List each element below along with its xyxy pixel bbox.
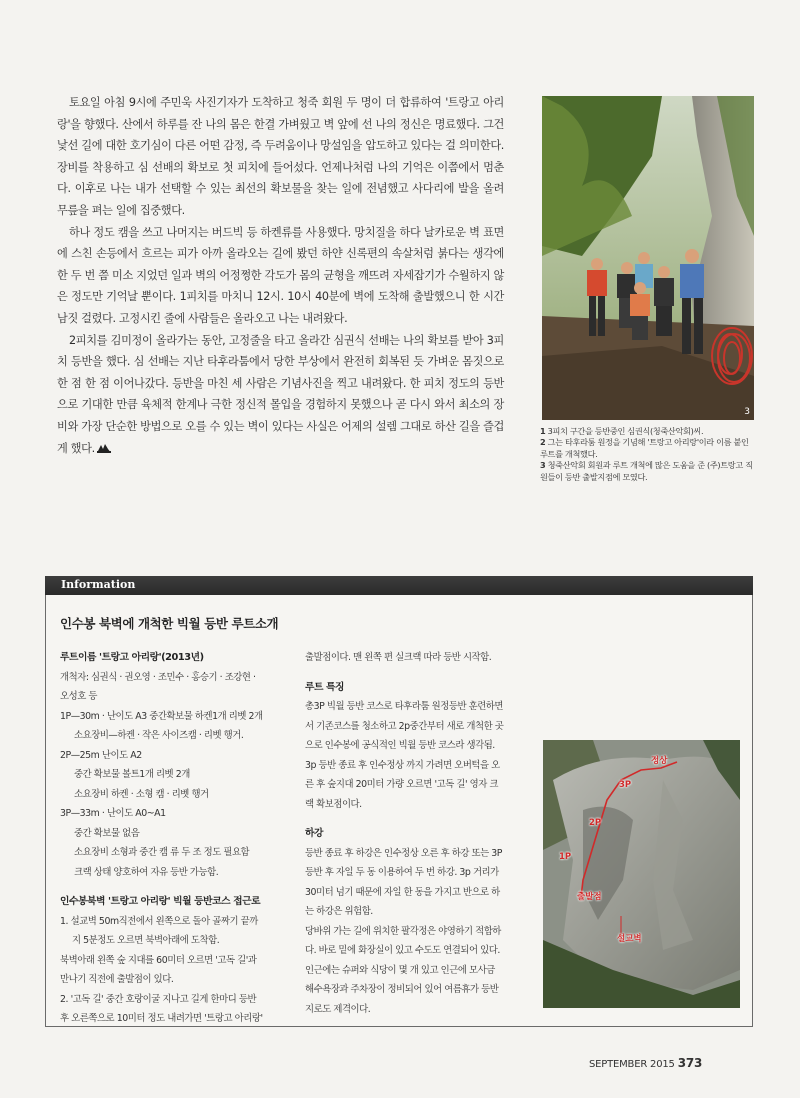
info-line: 1. 설교벽 50m직전에서 왼쪽으로 돌아 골짜기 끝까 [60, 915, 258, 927]
caption-1-text: 3피치 구간을 등반중인 심권식(청죽산악회)씨. [545, 426, 704, 436]
info-line: 오성호 등 [60, 691, 97, 702]
caption-1 [540, 426, 755, 437]
info-line: 당바위 가는 길에 위치한 팔각정은 야영하기 적합하 [305, 925, 501, 937]
route-topo-photo [543, 740, 740, 1008]
info-line: 다. 바로 밑에 화장실이 있고 수도도 연결되어 있다. [305, 945, 500, 956]
article-body [57, 92, 504, 459]
article-paragraph-3-text: 2피치를 김미정이 올라가는 동안, 고정줄을 타고 올라간 심권식 선배는 나의 확보를 받아 3피치 등반을 했다. 심 선배는 지난 타후라툼에서 당한 부상에서 완전히 회복된 듯 가벼운 몸짓으로 한 점 한 점 이어나갔다. 등반을 마친 세 사람은 기념사진을 찍고 내려왔다. 한 피치 정도의 등반으로 기대한 만큼 육체적 한계나 극한 정신적 몰입을 경험하지 못했으나 곧 다시 와서 최소의 장비와 가장 단순한 방법으로 오를 수 있는 벽이 있다는 사실은 어제의 설렘 그대로 하산 길을 즐겁게 했다. [57, 333, 504, 455]
info-line: 개척자: 심권식 · 권오영 · 조민수 · 홍승기 · 조강현 · [60, 671, 256, 683]
info-line: 출발점이다. 맨 왼쪽 편 실크랙 따라 등반 시작함. [305, 652, 492, 663]
article-paragraph-3 [57, 330, 504, 460]
information-column-1 [60, 648, 292, 1029]
info-line: 3P—33m · 난이도 A0~A1 [60, 808, 166, 819]
info-line: 1P—30m · 난이도 A3 중간확보물 하켄1개 리벳 2개 [60, 710, 263, 722]
info-line: 서 기존코스를 청소하고 2p중간부터 새로 개척한 곳 [305, 720, 504, 732]
info-line: 랙 확보점이다. [305, 798, 362, 810]
caption-2-num: 2 [540, 437, 546, 448]
information-bar-background [45, 576, 753, 595]
caption-3-text: 청죽산악회 회원과 루트 개척에 많은 도움을 준 (주)트랑고 직원들이 등반 출발지점에 모였다. [540, 460, 753, 482]
magazine-end-mark-icon [97, 443, 111, 453]
info-line: 북벽아래 왼쪽 숲 지대를 60미터 오르면 '고독 길'과 [60, 954, 257, 966]
caption-3 [540, 460, 755, 483]
spacer [60, 882, 292, 892]
info-line: 지로도 제격이다. [305, 1003, 371, 1015]
information-column-2 [305, 648, 537, 1019]
route-label-2p: 2P [589, 818, 602, 828]
info-line: 소요장비 소형과 중간 캠 류 두 조 정도 필요함 [74, 847, 250, 858]
route-label-1p: 1P [559, 852, 572, 862]
route-label-summit: 정상 [651, 756, 668, 766]
info-line: 해수욕장과 주차장이 정비되어 있어 여름휴가 등반 [305, 984, 499, 995]
info-line: 3p 등반 종료 후 인수정상 까지 가려면 오버턱을 오 [305, 759, 500, 771]
info-line: 으로 인수봉에 공식적인 빅월 등반 코스라 생각됨. [305, 740, 495, 751]
information-title: 인수봉 북벽에 개척한 빅월 등반 루트소개 [60, 616, 279, 631]
spacer [305, 814, 537, 824]
caption-2 [540, 437, 755, 460]
article-paragraph-1: 토요일 아침 9시에 주민욱 사진기자가 도착하고 청죽 회원 두 명이 더 합류하여 '트랑고 아리랑'을 향했다. 산에서 하루를 잔 나의 몸은 한결 가벼웠고 벽 앞에 선 나의 정신은 명료했다. 그건 낯선 길에 대한 호기심이 다른 어떤 감정, 즉 두려움이나 망설임을 압도하고 있다는 걸 의미한다. 장비를 착용하고 심 선배의 확보로 첫 피치에 들어섰다. 언제나처럼 나의 기억은 이쯤에서 멈춘다. 이후로 나는 내가 선택할 수 있는 최선의 확보물을 찾는 일에 전념했고 사다리에 발을 올려 무릎을 펴는 일에 집중했다. [57, 96, 504, 217]
info-line: 총3P 빅월 등반 코스로 타후라툼 원정등반 훈련하면 [305, 701, 504, 712]
info-line: 지 5분정도 오르면 북벽아래에 도착함. [72, 935, 220, 946]
info-line: 등반 종료 후 하강은 인수정상 오른 후 하강 또는 3P [305, 847, 503, 859]
group-photo [542, 96, 754, 420]
info-line: 중간 확보물 볼트1개 리벳 2개 [74, 769, 190, 780]
information-header-bar [45, 576, 753, 595]
information-label: Information [61, 578, 136, 591]
page-number: 373 [677, 1056, 703, 1070]
route-label-start: 출발점 [577, 892, 602, 902]
route-label-seolgyo-wall: 설교벽 [617, 934, 642, 944]
section-heading: 인수봉북벽 '트랑고 아리랑' 빅월 등반코스 접근로 [60, 896, 261, 907]
photo-caption [540, 426, 755, 483]
info-line: 등반 후 자일 두 동 이용하여 두 번 하강. 3p 거리가 [305, 867, 499, 878]
info-line: 30미터 넘기 때문에 자일 한 동을 가지고 반으로 하 [305, 886, 500, 898]
section-heading: 루트이름 '트랑고 아리랑'(2013년) [60, 652, 204, 663]
info-line: 중간 확보물 없음 [74, 827, 140, 839]
info-line: 크랙 상태 양호하여 자유 등반 가능함. [74, 866, 219, 878]
section-heading: 루트 특징 [305, 681, 345, 693]
caption-1-num: 1 [540, 426, 546, 436]
info-line: 2. '고독 길' 중간 호랑이굴 지나고 길게 한마디 등반 [60, 993, 257, 1005]
info-line: 소요장비—하켄 · 작은 사이즈캠 · 리벳 행거. [74, 730, 244, 741]
group-photo-illustration [542, 96, 754, 420]
section-heading: 하강 [305, 828, 324, 839]
article-paragraph-2: 하나 정도 캠을 쓰고 나머지는 버드빅 등 하켄류를 사용했다. 망치질을 하다 날카로운 벽 표면에 스친 손등에서 흐르는 피가 아까 올라오는 길에 봤던 하얀 신록편의 속살처럼 붉다는 생각에 한 두 번 쯤 미소 지었던 일과 벽의 어정쩡한 각도가 몸의 균형을 깨뜨려 자세잡기가 수월하지 않은 정도만 기억날 뿐이다. 1피치를 마치니 12시. 10시 40분에 벽에 도착해 출발했으니 한 시간 남짓 걸렸다. 고정시킨 줄에 사람들은 올라오고 나는 내려왔다. [57, 225, 504, 325]
info-line: 른 후 숲지대 20미터 가량 오르면 '고독 길' 영자 크 [305, 779, 498, 790]
info-line: 소요장비 하켄 · 소형 캠 · 리벳 행거 [74, 788, 209, 800]
footer-issue: SEPTEMBER 2015 [589, 1059, 675, 1070]
info-line: 후 오른쪽으로 10미터 정도 내려가면 '트랑고 아리랑' [60, 1013, 263, 1024]
photo-number: 3 [744, 407, 750, 417]
route-topo-illustration [543, 740, 740, 1008]
info-line: 는 하강은 위험함. [305, 906, 373, 917]
page-footer [589, 1056, 702, 1070]
info-line: 인근에는 슈퍼와 식당이 몇 개 있고 인근에 모사금 [305, 964, 495, 976]
spacer [305, 668, 537, 678]
info-line: 만나기 직전에 출발점이 있다. [60, 974, 174, 985]
caption-2-text: 그는 타후라툼 원정을 기념해 '트랑고 아리랑'이라 이름 붙인 루트를 개척했다. [540, 437, 749, 459]
info-line: 2P—25m 난이도 A2 [60, 749, 142, 761]
caption-3-num: 3 [540, 460, 546, 471]
route-label-3p: 3P [619, 780, 632, 790]
